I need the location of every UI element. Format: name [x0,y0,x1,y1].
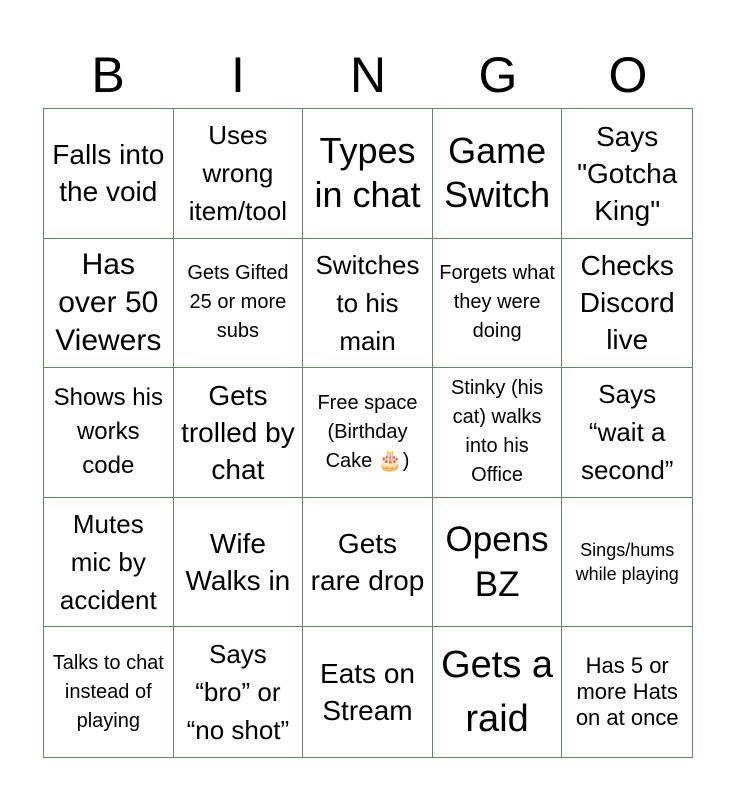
bingo-cell[interactable] [303,239,433,369]
bingo-cell[interactable] [174,498,304,628]
bingo-cell[interactable] [562,109,692,239]
cell-text: Opens BZ [445,520,549,605]
cell-text: Says “bro” or “no shot” [186,639,290,746]
bingo-cell[interactable] [44,368,174,498]
bingo-cell[interactable] [303,109,433,239]
bingo-cell[interactable] [433,109,563,239]
bingo-cell[interactable] [303,627,433,757]
cell-text: Types in chat [314,130,421,216]
cell-text: Free space (Birthday Cake 🎂) [317,391,418,472]
cell-text: Mutes mic by accident [59,509,157,616]
bingo-cell[interactable] [562,498,692,628]
header-letter-i: I [231,47,245,103]
cell-text: Gets a raid [441,644,554,741]
cell-text: Sings/hums while playing [575,540,679,585]
header-letter-o: O [608,47,648,103]
bingo-cell[interactable] [562,627,692,757]
bingo-cell[interactable] [303,498,433,628]
cell-text: Switches to his main [315,249,420,356]
bingo-cell[interactable] [44,498,174,628]
bingo-cell[interactable] [433,627,563,757]
bingo-cell[interactable] [174,627,304,757]
bingo-cell[interactable] [174,109,304,239]
bingo-cell[interactable] [174,368,304,498]
cell-text: Falls into the void [52,139,165,208]
bingo-cell[interactable] [433,239,563,369]
cell-text: Uses wrong item/tool [188,120,288,227]
bingo-cell[interactable] [303,368,433,498]
bingo-cell[interactable] [433,498,563,628]
cell-text: Says “wait a second” [580,379,674,486]
bingo-cell[interactable] [433,368,563,498]
cell-text: Forgets what they were doing [439,262,555,343]
cell-text: Talks to chat instead of playing [52,651,164,732]
cell-text: Has 5 or more Hats on at once [575,653,679,731]
bingo-cell[interactable] [44,239,174,369]
cell-text: Game Switch [444,130,551,216]
bingo-cell[interactable] [44,109,174,239]
cell-text: Gets Gifted 25 or more subs [187,262,289,343]
cell-text: Shows his works code [53,384,163,480]
header-letter-n: N [349,47,387,103]
cell-text: Says "Gotcha King" [577,120,678,226]
bingo-cell[interactable] [562,368,692,498]
cell-text: Eats on Stream [320,658,415,727]
cell-text: Wife Walks in [185,528,291,597]
header-letter-g: G [478,47,518,103]
bingo-cell[interactable] [44,627,174,757]
cell-text: Has over 50 Viewers [55,247,162,357]
bingo-cell[interactable] [562,239,692,369]
bingo-cell[interactable] [174,239,304,369]
cell-text: Stinky (his cat) walks into his Office [450,377,544,487]
bingo-board [43,108,693,758]
cell-text: Checks Discord live [579,250,675,356]
cell-text: Gets rare drop [310,528,425,597]
cell-text: Gets trolled by chat [181,379,295,485]
bingo-header [43,46,693,104]
header-letter-b: B [91,47,125,103]
